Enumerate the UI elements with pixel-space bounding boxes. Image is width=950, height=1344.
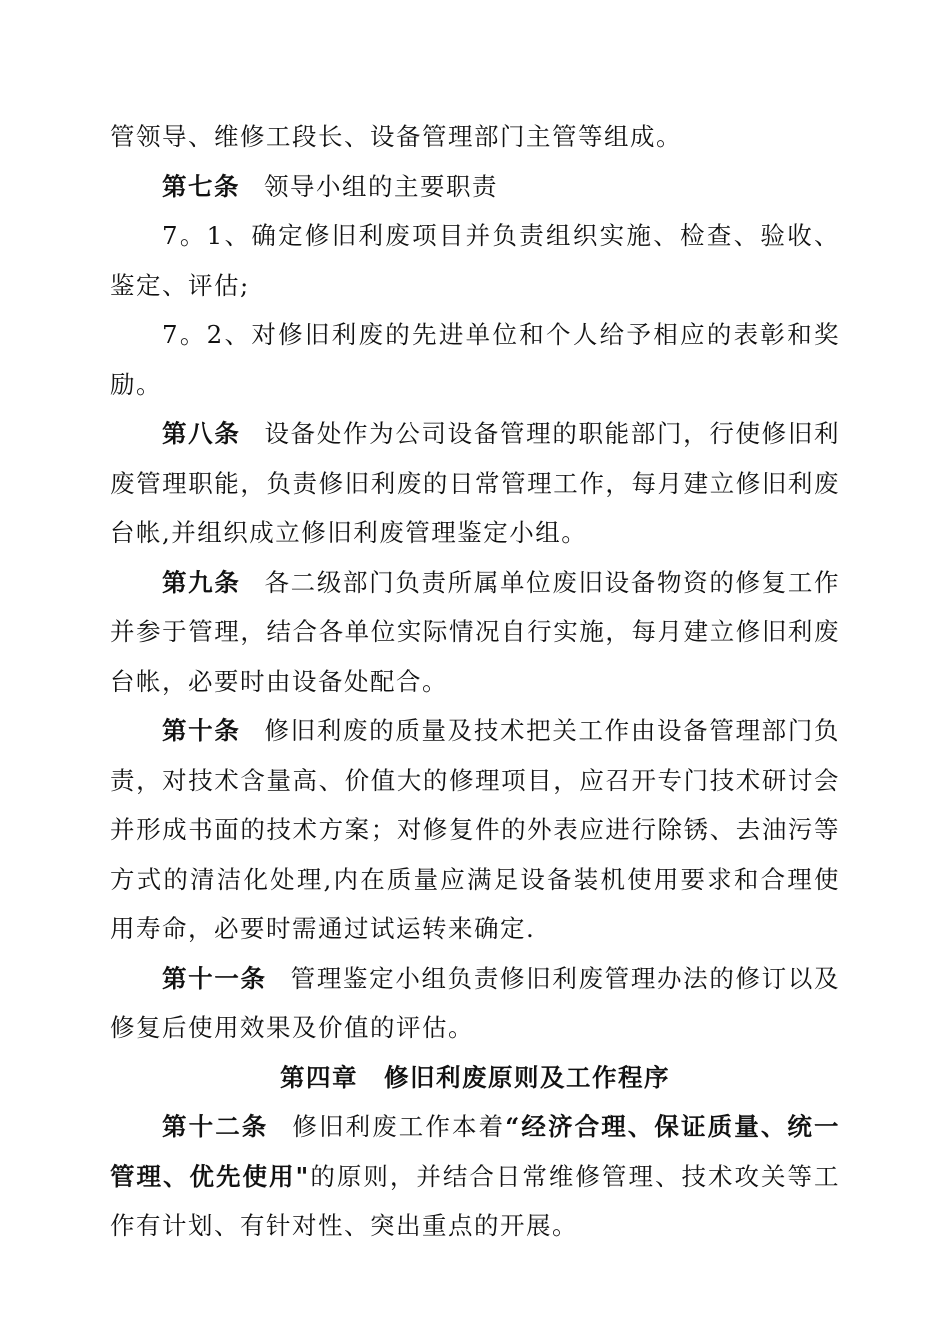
- article-label: 第十条: [162, 716, 241, 745]
- article-text-before: 修旧利废工作本着: [292, 1112, 506, 1141]
- item-text: 7。2、对修旧利废的先进单位和个人给予相应的表彰和奖励。: [110, 320, 840, 399]
- article-label: 第九条: [162, 567, 241, 597]
- article-text: 修旧利废的质量及技术把关工作由设备管理部门负责，对技术含量高、价值大的修理项目，应召开专门技术研讨会并形成书面的技术方案；对修复件的外表应进行除锈、去油污等方式的清洁化处理,内在质量应满足设备装机使用要求和合理使用寿命，必要时需通过试运转来确定.: [110, 716, 840, 943]
- chapter-number: 第四章: [280, 1062, 358, 1092]
- article-text: 设备处作为公司设备管理的职能部门，行使修旧利废管理职能，负责修旧利废的日常管理工作，每月建立修旧利废台帐,并组织成立修旧利废管理鉴定小组。: [110, 419, 840, 547]
- document-page: [110, 112, 840, 1251]
- article-label: 第七条: [162, 171, 240, 201]
- chapter-heading: [110, 1053, 840, 1103]
- article-12: [110, 1102, 840, 1251]
- article-text-after: 的原则，并结合日常维修管理、技术攻关等工作有计划、有针对性、突出重点的开展。: [110, 1161, 840, 1240]
- chapter-title: 修旧利废原则及工作程序: [384, 1062, 670, 1092]
- article-7: [110, 162, 840, 212]
- principle-quote: “经济合理、保证质量、统一管理、优先使用": [110, 1112, 841, 1191]
- article-label: 第十二条: [162, 1112, 269, 1141]
- article-11: [110, 954, 840, 1053]
- article-8: [110, 409, 840, 558]
- item-text: 7。1、确定修旧利废项目并负责组织实施、检查、验收、鉴定、评估;: [110, 221, 840, 300]
- article-label: 第八条: [162, 419, 241, 448]
- item-7-2: [110, 310, 840, 409]
- article-text: 领导小组的主要职责: [264, 171, 498, 201]
- article-text: 管理鉴定小组负责修旧利废管理办法的修订以及修复后使用效果及价值的评估。: [110, 963, 841, 1042]
- article-label: 第十一条: [162, 963, 267, 993]
- item-7-1: [110, 211, 840, 310]
- article-text: 各二级部门负责所属单位废旧设备物资的修复工作并参于管理，结合各单位实际情况自行实施，每月建立修旧利废台帐，必要时由设备处配合。: [110, 567, 840, 696]
- paragraph-text: 管领导、维修工段长、设备管理部门主管等组成。: [110, 122, 682, 151]
- paragraph-continuation: [110, 112, 840, 162]
- article-9: [110, 558, 840, 707]
- article-10: [110, 706, 840, 954]
